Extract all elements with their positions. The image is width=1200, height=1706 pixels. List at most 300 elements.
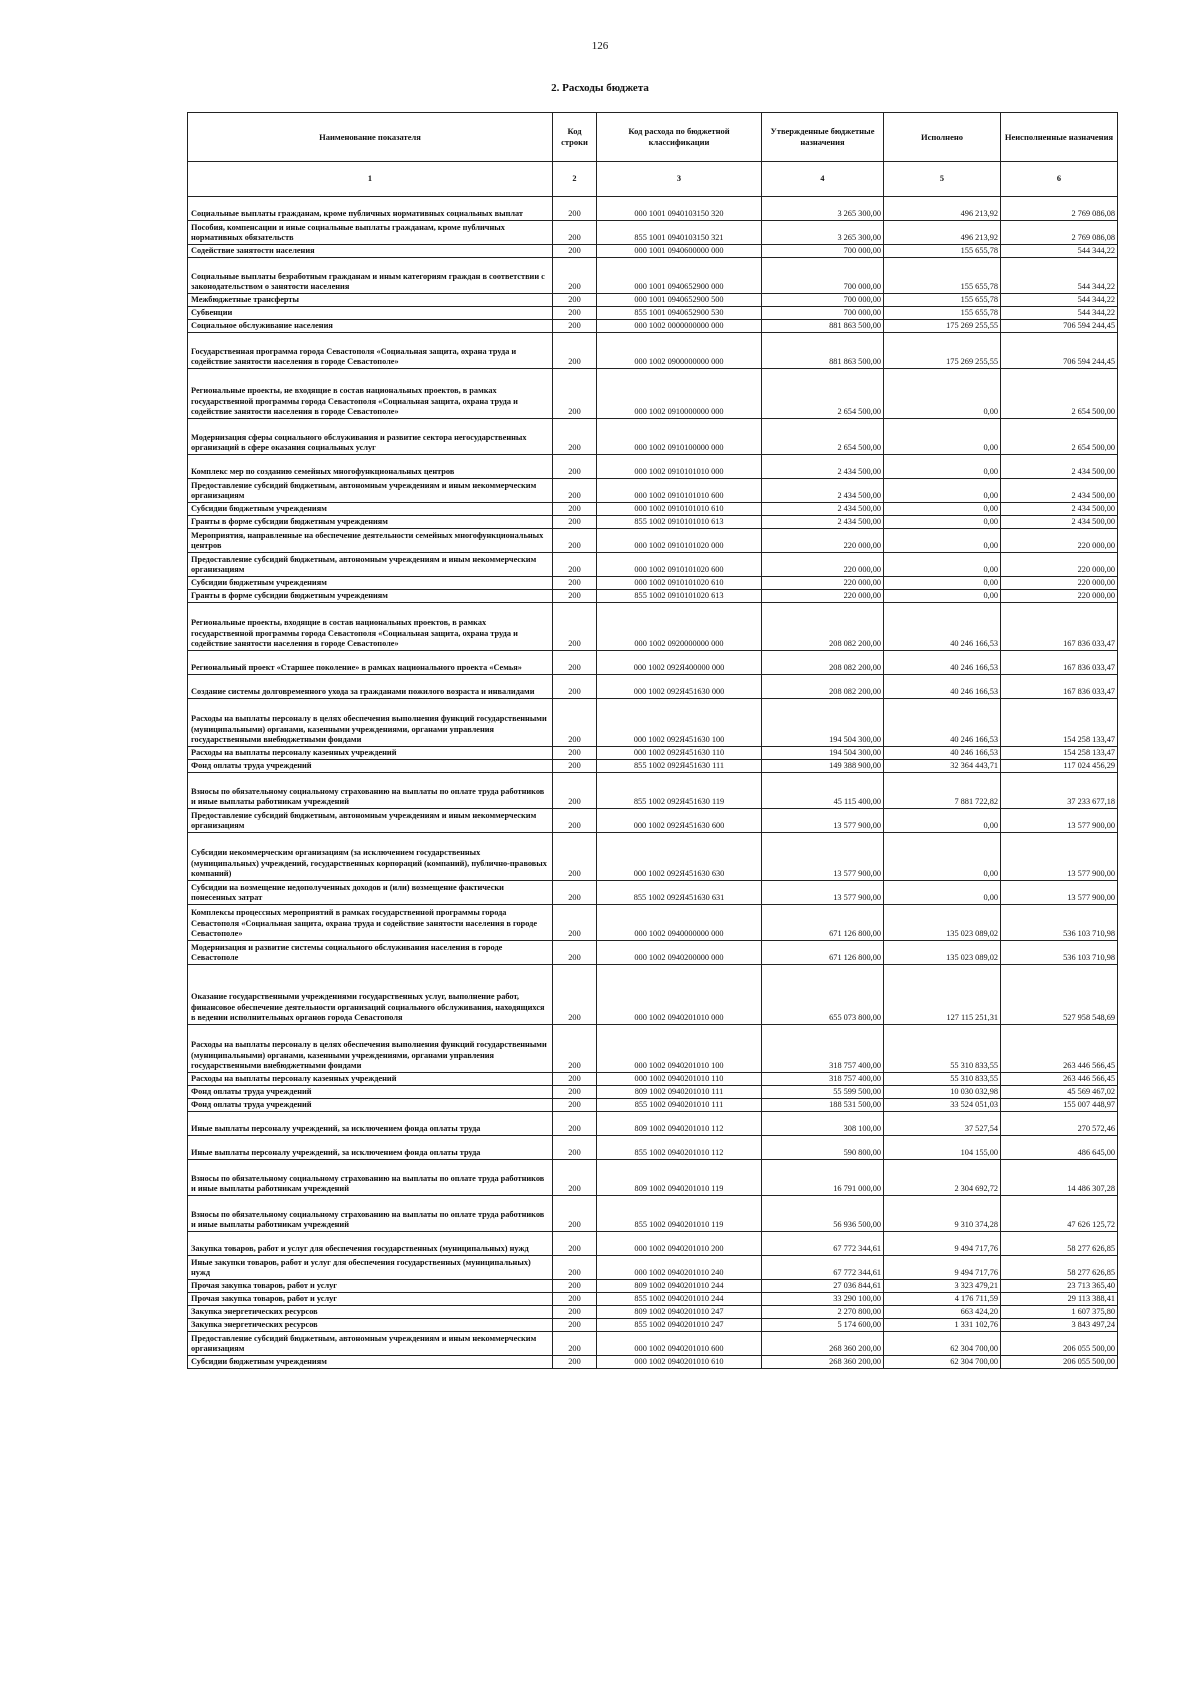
row-executed-cell: 0,00: [884, 369, 1001, 419]
row-approved-cell: 13 577 900,00: [762, 809, 884, 833]
row-executed-cell: 155 655,78: [884, 245, 1001, 258]
row-approved-cell: 220 000,00: [762, 529, 884, 553]
row-name-cell: Расходы на выплаты персоналу в целях обеспечения выполнения функций государственными (муниципальными) органами, казенными учреждениями, органами управления государственными внебюджетными фондами: [188, 699, 553, 747]
row-kbk-cell: 000 1002 092Я451630 110: [597, 747, 762, 760]
row-kbk-cell: 000 1001 0940652900 000: [597, 258, 762, 294]
row-approved-cell: 700 000,00: [762, 307, 884, 320]
row-line-code-cell: 200: [553, 905, 597, 941]
row-name-cell: Региональные проекты, входящие в состав национальных проектов, в рамках государственной программы города Севастополя «Социальная защита, охрана труда и содействие занятости населения в городе Севастополе»: [188, 603, 553, 651]
table-row: [188, 809, 1118, 833]
column-header-approved: Утвержденные бюджетные назначения: [762, 113, 884, 162]
row-line-code-cell: 200: [553, 1099, 597, 1112]
header-row: [188, 113, 1118, 162]
table-row: [188, 320, 1118, 333]
row-approved-cell: 27 036 844,61: [762, 1280, 884, 1293]
row-approved-cell: 2 654 500,00: [762, 419, 884, 455]
table-row: [188, 197, 1118, 221]
row-kbk-cell: 000 1002 0910101010 610: [597, 503, 762, 516]
row-line-code-cell: 200: [553, 1306, 597, 1319]
column-header-kbk: Код расхода по бюджетной классификации: [597, 113, 762, 162]
column-header-name: Наименование показателя: [188, 113, 553, 162]
row-unexecuted-cell: 263 446 566,45: [1001, 1025, 1118, 1073]
row-line-code-cell: 200: [553, 590, 597, 603]
row-executed-cell: 0,00: [884, 577, 1001, 590]
row-kbk-cell: 000 1002 0910101020 600: [597, 553, 762, 577]
table-row: [188, 294, 1118, 307]
row-unexecuted-cell: 37 233 677,18: [1001, 773, 1118, 809]
row-line-code-cell: 200: [553, 553, 597, 577]
row-executed-cell: 135 023 089,02: [884, 941, 1001, 965]
row-approved-cell: 318 757 400,00: [762, 1073, 884, 1086]
row-executed-cell: 62 304 700,00: [884, 1332, 1001, 1356]
table-row: [188, 1232, 1118, 1256]
table-row: [188, 1280, 1118, 1293]
row-line-code-cell: 200: [553, 651, 597, 675]
row-kbk-cell: 000 1002 0000000000 000: [597, 320, 762, 333]
row-unexecuted-cell: 14 486 307,28: [1001, 1160, 1118, 1196]
row-kbk-cell: 855 1002 0940201010 119: [597, 1196, 762, 1232]
row-approved-cell: 655 073 800,00: [762, 965, 884, 1025]
row-line-code-cell: 200: [553, 245, 597, 258]
row-name-cell: Государственная программа города Севастополя «Социальная защита, охрана труда и содействие занятости населения в городе Севастополе»: [188, 333, 553, 369]
row-name-cell: Фонд оплаты труда учреждений: [188, 1086, 553, 1099]
row-unexecuted-cell: 13 577 900,00: [1001, 881, 1118, 905]
table-row: [188, 675, 1118, 699]
row-approved-cell: 5 174 600,00: [762, 1319, 884, 1332]
table-row: [188, 1196, 1118, 1232]
row-approved-cell: 13 577 900,00: [762, 881, 884, 905]
row-kbk-cell: 000 1002 0940201010 100: [597, 1025, 762, 1073]
row-unexecuted-cell: 154 258 133,47: [1001, 747, 1118, 760]
row-approved-cell: 33 290 100,00: [762, 1293, 884, 1306]
budget-table-container: [187, 112, 1117, 1369]
table-row: [188, 941, 1118, 965]
row-executed-cell: 175 269 255,55: [884, 320, 1001, 333]
table-row: [188, 577, 1118, 590]
row-kbk-cell: 855 1002 0910101010 613: [597, 516, 762, 529]
row-kbk-cell: 000 1002 0940201010 240: [597, 1256, 762, 1280]
row-executed-cell: 62 304 700,00: [884, 1356, 1001, 1369]
row-executed-cell: 155 655,78: [884, 307, 1001, 320]
row-unexecuted-cell: 2 434 500,00: [1001, 455, 1118, 479]
row-approved-cell: 45 115 400,00: [762, 773, 884, 809]
page-number: 126: [591, 40, 609, 52]
row-executed-cell: 10 030 032,98: [884, 1086, 1001, 1099]
row-kbk-cell: 809 1002 0940201010 119: [597, 1160, 762, 1196]
row-name-cell: Региональные проекты, не входящие в состав национальных проектов, в рамках государственной программы города Севастополя «Социальная защита, охрана труда и содействие занятости населения в городе Севастополе»: [188, 369, 553, 419]
row-unexecuted-cell: 544 344,22: [1001, 307, 1118, 320]
row-name-cell: Иные закупки товаров, работ и услуг для обеспечения государственных (муниципальных) нужд: [188, 1256, 553, 1280]
row-kbk-cell: 809 1002 0940201010 112: [597, 1112, 762, 1136]
row-executed-cell: 9 494 717,76: [884, 1256, 1001, 1280]
row-unexecuted-cell: 13 577 900,00: [1001, 833, 1118, 881]
table-row: [188, 590, 1118, 603]
row-name-cell: Межбюджетные трансферты: [188, 294, 553, 307]
row-line-code-cell: 200: [553, 1232, 597, 1256]
column-number: 6: [1001, 162, 1118, 197]
row-name-cell: Социальное обслуживание населения: [188, 320, 553, 333]
table-row: [188, 307, 1118, 320]
row-line-code-cell: 200: [553, 1332, 597, 1356]
row-unexecuted-cell: 536 103 710,98: [1001, 905, 1118, 941]
row-approved-cell: 55 599 500,00: [762, 1086, 884, 1099]
row-name-cell: Иные выплаты персоналу учреждений, за исключением фонда оплаты труда: [188, 1112, 553, 1136]
row-executed-cell: 1 331 102,76: [884, 1319, 1001, 1332]
row-approved-cell: 308 100,00: [762, 1112, 884, 1136]
row-name-cell: Взносы по обязательному социальному страхованию на выплаты по оплате труда работников и иные выплаты работникам учреждений: [188, 1196, 553, 1232]
row-executed-cell: 3 323 479,21: [884, 1280, 1001, 1293]
row-name-cell: Предоставление субсидий бюджетным, автономным учреждениям и иным некоммерческим организациям: [188, 1332, 553, 1356]
row-executed-cell: 9 310 374,28: [884, 1196, 1001, 1232]
row-unexecuted-cell: 3 843 497,24: [1001, 1319, 1118, 1332]
table-row: [188, 833, 1118, 881]
row-line-code-cell: 200: [553, 479, 597, 503]
row-unexecuted-cell: 206 055 500,00: [1001, 1356, 1118, 1369]
row-line-code-cell: 200: [553, 503, 597, 516]
row-executed-cell: 0,00: [884, 479, 1001, 503]
row-kbk-cell: 000 1002 0920000000 000: [597, 603, 762, 651]
table-row: [188, 965, 1118, 1025]
row-name-cell: Предоставление субсидий бюджетным, автономным учреждениям и иным некоммерческим организациям: [188, 553, 553, 577]
row-executed-cell: 0,00: [884, 833, 1001, 881]
table-row: [188, 1306, 1118, 1319]
row-executed-cell: 37 527,54: [884, 1112, 1001, 1136]
table-row: [188, 419, 1118, 455]
table-row: [188, 455, 1118, 479]
row-kbk-cell: 000 1002 092Я451630 100: [597, 699, 762, 747]
row-kbk-cell: 000 1002 0910100000 000: [597, 419, 762, 455]
row-executed-cell: 155 655,78: [884, 294, 1001, 307]
row-unexecuted-cell: 2 769 086,08: [1001, 221, 1118, 245]
row-unexecuted-cell: 45 569 467,02: [1001, 1086, 1118, 1099]
table-row: [188, 479, 1118, 503]
row-unexecuted-cell: 527 958 548,69: [1001, 965, 1118, 1025]
row-executed-cell: 4 176 711,59: [884, 1293, 1001, 1306]
row-name-cell: Социальные выплаты безработным гражданам и иным категориям граждан в соответствии с законодательством о занятости населения: [188, 258, 553, 294]
row-kbk-cell: 855 1002 092Я451630 111: [597, 760, 762, 773]
row-unexecuted-cell: 263 446 566,45: [1001, 1073, 1118, 1086]
row-name-cell: Субсидии бюджетным учреждениям: [188, 503, 553, 516]
row-name-cell: Гранты в форме субсидии бюджетным учреждениям: [188, 516, 553, 529]
row-line-code-cell: 200: [553, 529, 597, 553]
table-row: [188, 221, 1118, 245]
row-name-cell: Оказание государственными учреждениями государственных услуг, выполнение работ, финансовое обеспечение деятельности организаций социального обслуживания, находящихся в ведении исполнительных органов города Севастополя: [188, 965, 553, 1025]
table-row: [188, 333, 1118, 369]
row-kbk-cell: 855 1001 0940652900 530: [597, 307, 762, 320]
row-approved-cell: 700 000,00: [762, 245, 884, 258]
row-approved-cell: 2 434 500,00: [762, 503, 884, 516]
row-name-cell: Региональный проект «Старшее поколение» в рамках национального проекта «Семья»: [188, 651, 553, 675]
row-approved-cell: 2 434 500,00: [762, 479, 884, 503]
row-executed-cell: 40 246 166,53: [884, 651, 1001, 675]
row-line-code-cell: 200: [553, 516, 597, 529]
row-kbk-cell: 855 1002 0910101020 613: [597, 590, 762, 603]
row-kbk-cell: 000 1002 0940201010 000: [597, 965, 762, 1025]
row-executed-cell: 33 524 051,03: [884, 1099, 1001, 1112]
table-row: [188, 516, 1118, 529]
row-kbk-cell: 000 1002 0940200000 000: [597, 941, 762, 965]
table-row: [188, 1073, 1118, 1086]
row-unexecuted-cell: 117 024 456,29: [1001, 760, 1118, 773]
table-row: [188, 1293, 1118, 1306]
row-unexecuted-cell: 2 654 500,00: [1001, 369, 1118, 419]
row-kbk-cell: 000 1002 092Я400000 000: [597, 651, 762, 675]
row-line-code-cell: 200: [553, 1160, 597, 1196]
row-approved-cell: 590 800,00: [762, 1136, 884, 1160]
row-unexecuted-cell: 58 277 626,85: [1001, 1256, 1118, 1280]
row-kbk-cell: 000 1002 092Я451630 630: [597, 833, 762, 881]
row-line-code-cell: 200: [553, 1136, 597, 1160]
row-unexecuted-cell: 220 000,00: [1001, 577, 1118, 590]
row-line-code-cell: 200: [553, 1196, 597, 1232]
column-number: 2: [553, 162, 597, 197]
row-unexecuted-cell: 706 594 244,45: [1001, 320, 1118, 333]
row-line-code-cell: 200: [553, 833, 597, 881]
row-approved-cell: 188 531 500,00: [762, 1099, 884, 1112]
column-number-row: [188, 162, 1118, 197]
row-name-cell: Прочая закупка товаров, работ и услуг: [188, 1280, 553, 1293]
row-name-cell: Фонд оплаты труда учреждений: [188, 760, 553, 773]
row-unexecuted-cell: 544 344,22: [1001, 258, 1118, 294]
row-kbk-cell: 855 1002 0940201010 244: [597, 1293, 762, 1306]
row-kbk-cell: 855 1002 092Я451630 119: [597, 773, 762, 809]
table-row: [188, 1256, 1118, 1280]
row-approved-cell: 2 434 500,00: [762, 516, 884, 529]
row-line-code-cell: 200: [553, 1025, 597, 1073]
row-executed-cell: 55 310 833,55: [884, 1025, 1001, 1073]
row-executed-cell: 175 269 255,55: [884, 333, 1001, 369]
table-row: [188, 1136, 1118, 1160]
row-unexecuted-cell: 2 434 500,00: [1001, 479, 1118, 503]
row-approved-cell: 700 000,00: [762, 294, 884, 307]
row-unexecuted-cell: 1 607 375,80: [1001, 1306, 1118, 1319]
row-line-code-cell: 200: [553, 333, 597, 369]
row-name-cell: Расходы на выплаты персоналу в целях обеспечения выполнения функций государственными (муниципальными) органами, казенными учреждениями, органами управления государственными внебюджетными фондами: [188, 1025, 553, 1073]
row-approved-cell: 268 360 200,00: [762, 1356, 884, 1369]
page-title: 2. Расходы бюджета: [551, 82, 649, 94]
row-kbk-cell: 000 1002 092Я451630 600: [597, 809, 762, 833]
row-approved-cell: 56 936 500,00: [762, 1196, 884, 1232]
table-row: [188, 1025, 1118, 1073]
row-kbk-cell: 809 1002 0940201010 111: [597, 1086, 762, 1099]
row-line-code-cell: 200: [553, 603, 597, 651]
row-unexecuted-cell: 167 836 033,47: [1001, 603, 1118, 651]
row-approved-cell: 67 772 344,61: [762, 1232, 884, 1256]
row-name-cell: Мероприятия, направленные на обеспечение деятельности семейных многофункциональных центров: [188, 529, 553, 553]
row-kbk-cell: 000 1001 0940652900 500: [597, 294, 762, 307]
table-row: [188, 1160, 1118, 1196]
row-line-code-cell: 200: [553, 1256, 597, 1280]
row-line-code-cell: 200: [553, 941, 597, 965]
row-approved-cell: 13 577 900,00: [762, 833, 884, 881]
row-kbk-cell: 000 1001 0940600000 000: [597, 245, 762, 258]
row-kbk-cell: 809 1002 0940201010 247: [597, 1306, 762, 1319]
table-row: [188, 369, 1118, 419]
row-name-cell: Комплекс мер по созданию семейных многофункциональных центров: [188, 455, 553, 479]
row-executed-cell: 496 213,92: [884, 221, 1001, 245]
row-line-code-cell: 200: [553, 419, 597, 455]
row-approved-cell: 881 863 500,00: [762, 333, 884, 369]
table-row: [188, 1086, 1118, 1099]
row-approved-cell: 194 504 300,00: [762, 747, 884, 760]
row-approved-cell: 220 000,00: [762, 553, 884, 577]
row-unexecuted-cell: 167 836 033,47: [1001, 675, 1118, 699]
table-row: [188, 603, 1118, 651]
row-unexecuted-cell: 29 113 388,41: [1001, 1293, 1118, 1306]
row-approved-cell: 2 654 500,00: [762, 369, 884, 419]
row-name-cell: Социальные выплаты гражданам, кроме публичных нормативных социальных выплат: [188, 197, 553, 221]
row-unexecuted-cell: 536 103 710,98: [1001, 941, 1118, 965]
column-header-unexecuted: Неисполненные назначения: [1001, 113, 1118, 162]
row-executed-cell: 40 246 166,53: [884, 699, 1001, 747]
row-line-code-cell: 200: [553, 294, 597, 307]
row-name-cell: Субсидии некоммерческим организациям (за исключением государственных (муниципальных) учреждений, государственных корпораций (компаний), публично-правовых компаний): [188, 833, 553, 881]
row-approved-cell: 194 504 300,00: [762, 699, 884, 747]
row-kbk-cell: 000 1002 0910000000 000: [597, 369, 762, 419]
row-kbk-cell: 000 1002 0940000000 000: [597, 905, 762, 941]
row-kbk-cell: 855 1001 0940103150 321: [597, 221, 762, 245]
table-body: [188, 197, 1118, 1369]
row-unexecuted-cell: 220 000,00: [1001, 553, 1118, 577]
table-row: [188, 258, 1118, 294]
row-kbk-cell: 000 1002 0910101010 000: [597, 455, 762, 479]
row-approved-cell: 881 863 500,00: [762, 320, 884, 333]
row-name-cell: Комплексы процессных мероприятий в рамках государственной программы города Севастополя «Социальная защита, охрана труда и содействие занятости населения в городе Севастополе»: [188, 905, 553, 941]
row-unexecuted-cell: 2 434 500,00: [1001, 503, 1118, 516]
row-name-cell: Субсидии бюджетным учреждениям: [188, 577, 553, 590]
column-number: 1: [188, 162, 553, 197]
row-line-code-cell: 200: [553, 369, 597, 419]
row-line-code-cell: 200: [553, 699, 597, 747]
table-row: [188, 245, 1118, 258]
table-row: [188, 905, 1118, 941]
row-name-cell: Закупка энергетических ресурсов: [188, 1306, 553, 1319]
row-line-code-cell: 200: [553, 747, 597, 760]
column-number: 5: [884, 162, 1001, 197]
row-unexecuted-cell: 206 055 500,00: [1001, 1332, 1118, 1356]
table-row: [188, 881, 1118, 905]
row-unexecuted-cell: 706 594 244,45: [1001, 333, 1118, 369]
row-executed-cell: 7 881 722,82: [884, 773, 1001, 809]
row-unexecuted-cell: 544 344,22: [1001, 294, 1118, 307]
table-row: [188, 1332, 1118, 1356]
column-number: 3: [597, 162, 762, 197]
row-unexecuted-cell: 2 654 500,00: [1001, 419, 1118, 455]
row-approved-cell: 208 082 200,00: [762, 651, 884, 675]
row-executed-cell: 32 364 443,71: [884, 760, 1001, 773]
row-kbk-cell: 000 1002 0910101010 600: [597, 479, 762, 503]
row-line-code-cell: 200: [553, 221, 597, 245]
row-executed-cell: 9 494 717,76: [884, 1232, 1001, 1256]
row-executed-cell: 0,00: [884, 516, 1001, 529]
row-line-code-cell: 200: [553, 965, 597, 1025]
table-row: [188, 747, 1118, 760]
table-row: [188, 773, 1118, 809]
row-name-cell: Закупка энергетических ресурсов: [188, 1319, 553, 1332]
row-approved-cell: 268 360 200,00: [762, 1332, 884, 1356]
row-executed-cell: 0,00: [884, 529, 1001, 553]
row-name-cell: Взносы по обязательному социальному страхованию на выплаты по оплате труда работников и иные выплаты работникам учреждений: [188, 773, 553, 809]
table-row: [188, 1099, 1118, 1112]
row-approved-cell: 671 126 800,00: [762, 905, 884, 941]
table-row: [188, 553, 1118, 577]
row-approved-cell: 208 082 200,00: [762, 603, 884, 651]
row-kbk-cell: 000 1002 0910101020 610: [597, 577, 762, 590]
row-kbk-cell: 000 1001 0940103150 320: [597, 197, 762, 221]
row-executed-cell: 40 246 166,53: [884, 675, 1001, 699]
table-row: [188, 651, 1118, 675]
row-line-code-cell: 200: [553, 577, 597, 590]
row-name-cell: Модернизация сферы социального обслуживания и развитие сектора негосударственных организаций в сфере оказания социальных услуг: [188, 419, 553, 455]
row-approved-cell: 208 082 200,00: [762, 675, 884, 699]
row-kbk-cell: 000 1002 0940201010 200: [597, 1232, 762, 1256]
row-name-cell: Расходы на выплаты персоналу казенных учреждений: [188, 1073, 553, 1086]
row-unexecuted-cell: 47 626 125,72: [1001, 1196, 1118, 1232]
table-row: [188, 1356, 1118, 1369]
row-name-cell: Субсидии бюджетным учреждениям: [188, 1356, 553, 1369]
row-executed-cell: 0,00: [884, 419, 1001, 455]
row-line-code-cell: 200: [553, 1280, 597, 1293]
table-row: [188, 1319, 1118, 1332]
row-line-code-cell: 200: [553, 881, 597, 905]
row-name-cell: Предоставление субсидий бюджетным, автономным учреждениям и иным некоммерческим организациям: [188, 479, 553, 503]
row-name-cell: Создание системы долговременного ухода за гражданами пожилого возраста и инвалидами: [188, 675, 553, 699]
row-executed-cell: 40 246 166,53: [884, 747, 1001, 760]
row-approved-cell: 16 791 000,00: [762, 1160, 884, 1196]
row-name-cell: Фонд оплаты труда учреждений: [188, 1099, 553, 1112]
row-name-cell: Предоставление субсидий бюджетным, автономным учреждениям и иным некоммерческим организациям: [188, 809, 553, 833]
row-unexecuted-cell: 2 434 500,00: [1001, 516, 1118, 529]
row-name-cell: Закупка товаров, работ и услуг для обеспечения государственных (муниципальных) нужд: [188, 1232, 553, 1256]
row-line-code-cell: 200: [553, 1086, 597, 1099]
table-row: [188, 699, 1118, 747]
row-kbk-cell: 000 1002 0900000000 000: [597, 333, 762, 369]
row-executed-cell: 135 023 089,02: [884, 905, 1001, 941]
row-kbk-cell: 000 1002 092Я451630 000: [597, 675, 762, 699]
row-executed-cell: 0,00: [884, 881, 1001, 905]
row-unexecuted-cell: 270 572,46: [1001, 1112, 1118, 1136]
row-executed-cell: 496 213,92: [884, 197, 1001, 221]
row-kbk-cell: 855 1002 092Я451630 631: [597, 881, 762, 905]
row-approved-cell: 220 000,00: [762, 577, 884, 590]
row-name-cell: Иные выплаты персоналу учреждений, за исключением фонда оплаты труда: [188, 1136, 553, 1160]
row-approved-cell: 671 126 800,00: [762, 941, 884, 965]
row-unexecuted-cell: 23 713 365,40: [1001, 1280, 1118, 1293]
row-executed-cell: 663 424,20: [884, 1306, 1001, 1319]
row-unexecuted-cell: 154 258 133,47: [1001, 699, 1118, 747]
row-kbk-cell: 000 1002 0940201010 110: [597, 1073, 762, 1086]
row-line-code-cell: 200: [553, 455, 597, 479]
row-executed-cell: 155 655,78: [884, 258, 1001, 294]
row-kbk-cell: 000 1002 0940201010 600: [597, 1332, 762, 1356]
table-row: [188, 503, 1118, 516]
row-approved-cell: 318 757 400,00: [762, 1025, 884, 1073]
row-name-cell: Расходы на выплаты персоналу казенных учреждений: [188, 747, 553, 760]
row-line-code-cell: 200: [553, 1356, 597, 1369]
row-approved-cell: 220 000,00: [762, 590, 884, 603]
row-line-code-cell: 200: [553, 1293, 597, 1306]
row-line-code-cell: 200: [553, 307, 597, 320]
expenditures-table: [187, 112, 1118, 1369]
row-executed-cell: 0,00: [884, 590, 1001, 603]
row-unexecuted-cell: 220 000,00: [1001, 529, 1118, 553]
row-kbk-cell: 855 1002 0940201010 112: [597, 1136, 762, 1160]
row-kbk-cell: 855 1002 0940201010 111: [597, 1099, 762, 1112]
row-name-cell: Субвенции: [188, 307, 553, 320]
row-approved-cell: 67 772 344,61: [762, 1256, 884, 1280]
row-name-cell: Модернизация и развитие системы социального обслуживания населения в городе Севастополе: [188, 941, 553, 965]
row-kbk-cell: 809 1002 0940201010 244: [597, 1280, 762, 1293]
